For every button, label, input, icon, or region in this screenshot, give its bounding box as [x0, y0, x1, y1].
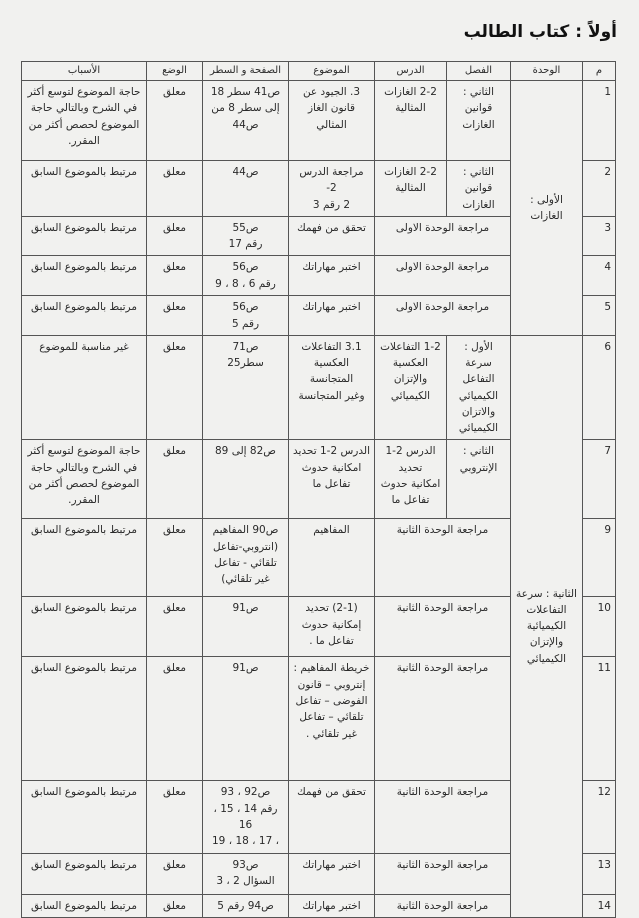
- page-line-cell: ص41 سطر 18 إلى سطر 8 من ص44: [203, 81, 289, 161]
- reasons-cell: حاجة الموضوع لتوسع أكثر في الشرح وبالتالي حاجة الموضوع لحصص أكثر من المقرر.: [22, 81, 147, 161]
- table-header-row: [22, 62, 616, 81]
- page-line-cell: ص90 المفاهيم (انتروبي-تفاعل تلقائي - تفاعل غير تلقائي): [203, 519, 289, 597]
- reasons-cell: مرتبط بالموضوع السابق: [22, 256, 147, 296]
- topic-cell: اختبر مهاراتك: [289, 894, 375, 917]
- reasons-cell: مرتبط بالموضوع السابق: [22, 781, 147, 853]
- header-lesson: الدرس: [375, 62, 447, 81]
- status-cell: معلق: [147, 216, 203, 256]
- reasons-cell: مرتبط بالموضوع السابق: [22, 853, 147, 894]
- page-line-cell: ص44: [203, 161, 289, 217]
- status-cell: معلق: [147, 256, 203, 296]
- row-number: 6: [583, 335, 616, 440]
- review-cell: مراجعة الوحدة الثانية: [375, 597, 511, 657]
- table-row: [22, 335, 616, 440]
- topic-cell: اختبر مهاراتك: [289, 296, 375, 336]
- reasons-cell: مرتبط بالموضوع السابق: [22, 296, 147, 336]
- topic-cell: اختبر مهاراتك: [289, 853, 375, 894]
- reasons-cell: مرتبط بالموضوع السابق: [22, 216, 147, 256]
- header-chapter: الفصل: [447, 62, 511, 81]
- page-line-cell: ص92 ، 93 رقم 14 ، 15 ، 16 ، 17 ، 18 ، 19: [203, 781, 289, 853]
- topic-cell: تحقق من فهمك: [289, 216, 375, 256]
- chapter-cell: الثاني : الإنتروبي: [447, 440, 511, 519]
- lesson-cell: 1-2 التفاعلات العكسية والإتزان الكيميائي: [375, 335, 447, 440]
- status-cell: معلق: [147, 781, 203, 853]
- lesson-cell: 2-2 الغازات المثالية: [375, 81, 447, 161]
- header-page-line: الصفحة و السطر: [203, 62, 289, 81]
- topic-cell: خريطة المفاهيم : إنتروبي – قانون الفوضى – تفاعل تلقائي – تفاعل غير تلقائي .: [289, 657, 375, 781]
- row-number: 2: [583, 161, 616, 217]
- topic-cell: مراجعة الدرس 2- 2 رقم 3: [289, 161, 375, 217]
- review-cell: مراجعة الوحدة الاولى: [375, 216, 511, 256]
- row-number: 9: [583, 519, 616, 597]
- page-line-cell: ص56 رقم 5: [203, 296, 289, 336]
- row-number: 1: [583, 81, 616, 161]
- review-cell: مراجعة الوحدة الثانية: [375, 519, 511, 597]
- status-cell: معلق: [147, 161, 203, 217]
- review-cell: مراجعة الوحدة الاولى: [375, 296, 511, 336]
- header-num: م: [583, 62, 616, 81]
- page-line-cell: ص94 رقم 5: [203, 894, 289, 917]
- reasons-cell: مرتبط بالموضوع السابق: [22, 597, 147, 657]
- row-number: 10: [583, 597, 616, 657]
- review-cell: مراجعة الوحدة الثانية: [375, 894, 511, 917]
- lesson-cell: الدرس 2-1 تحديد امكانية حدوث تفاعل ما: [375, 440, 447, 519]
- page-title: أولاً : كتاب الطالب: [463, 22, 617, 42]
- row-number: 14: [583, 894, 616, 917]
- page-line-cell: ص91: [203, 657, 289, 781]
- header-reasons: الأسباب: [22, 62, 147, 81]
- page-line-cell: ص91: [203, 597, 289, 657]
- page-line-cell: ص93 السؤال 2 ، 3: [203, 853, 289, 894]
- row-number: 5: [583, 296, 616, 336]
- status-cell: معلق: [147, 894, 203, 917]
- topic-cell: الدرس 2-1 تحديد امكانية حدوث تفاعل ما: [289, 440, 375, 519]
- status-cell: معلق: [147, 853, 203, 894]
- topic-cell: 3.1 التفاعلات العكسية المتجانسة وغير المتجانسة: [289, 335, 375, 440]
- status-cell: معلق: [147, 440, 203, 519]
- page-line-cell: ص71 سطر25: [203, 335, 289, 440]
- reasons-cell: مرتبط بالموضوع السابق: [22, 519, 147, 597]
- topic-cell: 3. الجيود عن قانون الغاز المثالي: [289, 81, 375, 161]
- status-cell: معلق: [147, 81, 203, 161]
- page-line-cell: ص82 إلى 89: [203, 440, 289, 519]
- chapter-cell: الثاني : قوانين الغازات: [447, 81, 511, 161]
- unit-cell: الثانية : سرعة التفاعلات الكيميائية والإتزان الكيميائي: [511, 335, 583, 917]
- row-number: 12: [583, 781, 616, 853]
- reasons-cell: مرتبط بالموضوع السابق: [22, 894, 147, 917]
- review-cell: مراجعة الوحدة الاولى: [375, 256, 511, 296]
- reasons-cell: مرتبط بالموضوع السابق: [22, 657, 147, 781]
- review-cell: مراجعة الوحدة الثانية: [375, 853, 511, 894]
- status-cell: معلق: [147, 657, 203, 781]
- topic-cell: اختبر مهاراتك: [289, 256, 375, 296]
- row-number: 13: [583, 853, 616, 894]
- unit-cell: الأولى : الغازات: [511, 81, 583, 336]
- topic-cell: (2-1) تحديد إمكانية حدوث تفاعل ما .: [289, 597, 375, 657]
- row-number: 4: [583, 256, 616, 296]
- header-topic: الموضوع: [289, 62, 375, 81]
- chapter-cell: الأول : سرعة التفاعل الكيميائي والاتزان الكيميائي: [447, 335, 511, 440]
- page-line-cell: ص56 رقم 6 ، 8 ، 9: [203, 256, 289, 296]
- header-status: الوضع: [147, 62, 203, 81]
- reasons-cell: غير مناسبة للموضوع: [22, 335, 147, 440]
- status-cell: معلق: [147, 335, 203, 440]
- row-number: 11: [583, 657, 616, 781]
- curriculum-table: [21, 61, 616, 918]
- lesson-cell: 2-2 الغازات المثالية: [375, 161, 447, 217]
- status-cell: معلق: [147, 519, 203, 597]
- status-cell: معلق: [147, 296, 203, 336]
- header-unit: الوحدة: [511, 62, 583, 81]
- table-row: [22, 81, 616, 161]
- reasons-cell: مرتبط بالموضوع السابق: [22, 161, 147, 217]
- row-number: 7: [583, 440, 616, 519]
- topic-cell: تحقق من فهمك: [289, 781, 375, 853]
- review-cell: مراجعة الوحدة الثانية: [375, 657, 511, 781]
- page-line-cell: ص55 رقم 17: [203, 216, 289, 256]
- reasons-cell: حاجة الموضوع لتوسع أكثر في الشرح وبالتالي حاجة الموضوع لحصص أكثر من المقرر.: [22, 440, 147, 519]
- status-cell: معلق: [147, 597, 203, 657]
- review-cell: مراجعة الوحدة الثانية: [375, 781, 511, 853]
- chapter-cell: الثاني : قوانين الغازات: [447, 161, 511, 217]
- topic-cell: المفاهيم: [289, 519, 375, 597]
- row-number: 3: [583, 216, 616, 256]
